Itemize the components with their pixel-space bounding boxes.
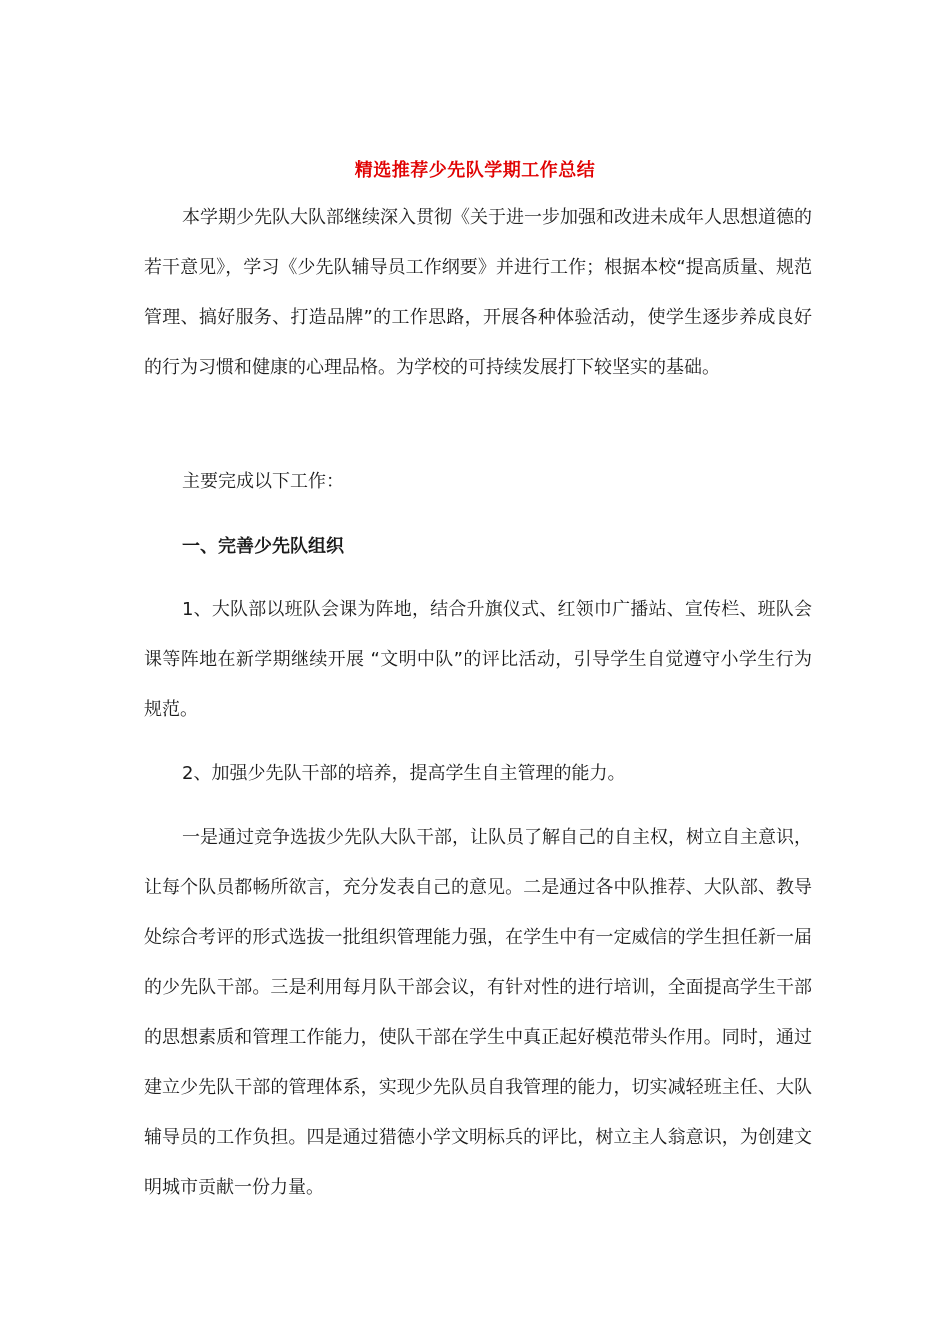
section-heading-1: 一、完善少先队组织 [182,536,344,557]
item-2-paragraph: 2、加强少先队干部的培养，提高学生自主管理的能力。 [182,763,626,784]
item-1-paragraph: 1、大队部以班队会课为阵地，结合升旗仪式、红领巾广播站、宣传栏、班队会课等阵地在新学期继续开展 “文明中队”的评比活动，引导学生自觉遵守小学生行为规范。 [144,599,812,720]
document-title: 精选推荐少先队学期工作总结 [354,160,596,181]
intro-paragraph: 本学期少先队大队部继续深入贯彻《关于进一步加强和改进未成年人思想道德的若干意见》，学习《少先队辅导员工作纲要》并进行工作；根据本校“提高质量、规范管理、搞好服务、打造品牌”的工作思路，开展各种体验活动，使学生逐步养成良好的行为习惯和健康的心理品格。为学校的可持续发展打下较坚实的基础。 [144,207,812,378]
main-work-paragraph: 主要完成以下工作： [182,471,344,492]
detail-paragraph: 一是通过竞争选拔少先队大队干部，让队员了解自己的自主权，树立自主意识，让每个队员都畅所欲言，充分发表自己的意见。二是通过各中队推荐、大队部、教导处综合考评的形式选拔一批组织管理能力强，在学生中有一定威信的学生担任新一届的少先队干部。三是利用每月队干部会议，有针对性的进行培训，全面提高学生干部的思想素质和管理工作能力，使队干部在学生中真正起好模范带头作用。同时，通过建立少先队干部的管理体系，实现少先队员自我管理的能力，切实减轻班主任、大队辅导员的工作负担。四是通过猎德小学文明标兵的评比，树立主人翁意识，为创建文明城市贡献一份力量。 [144,827,812,1198]
